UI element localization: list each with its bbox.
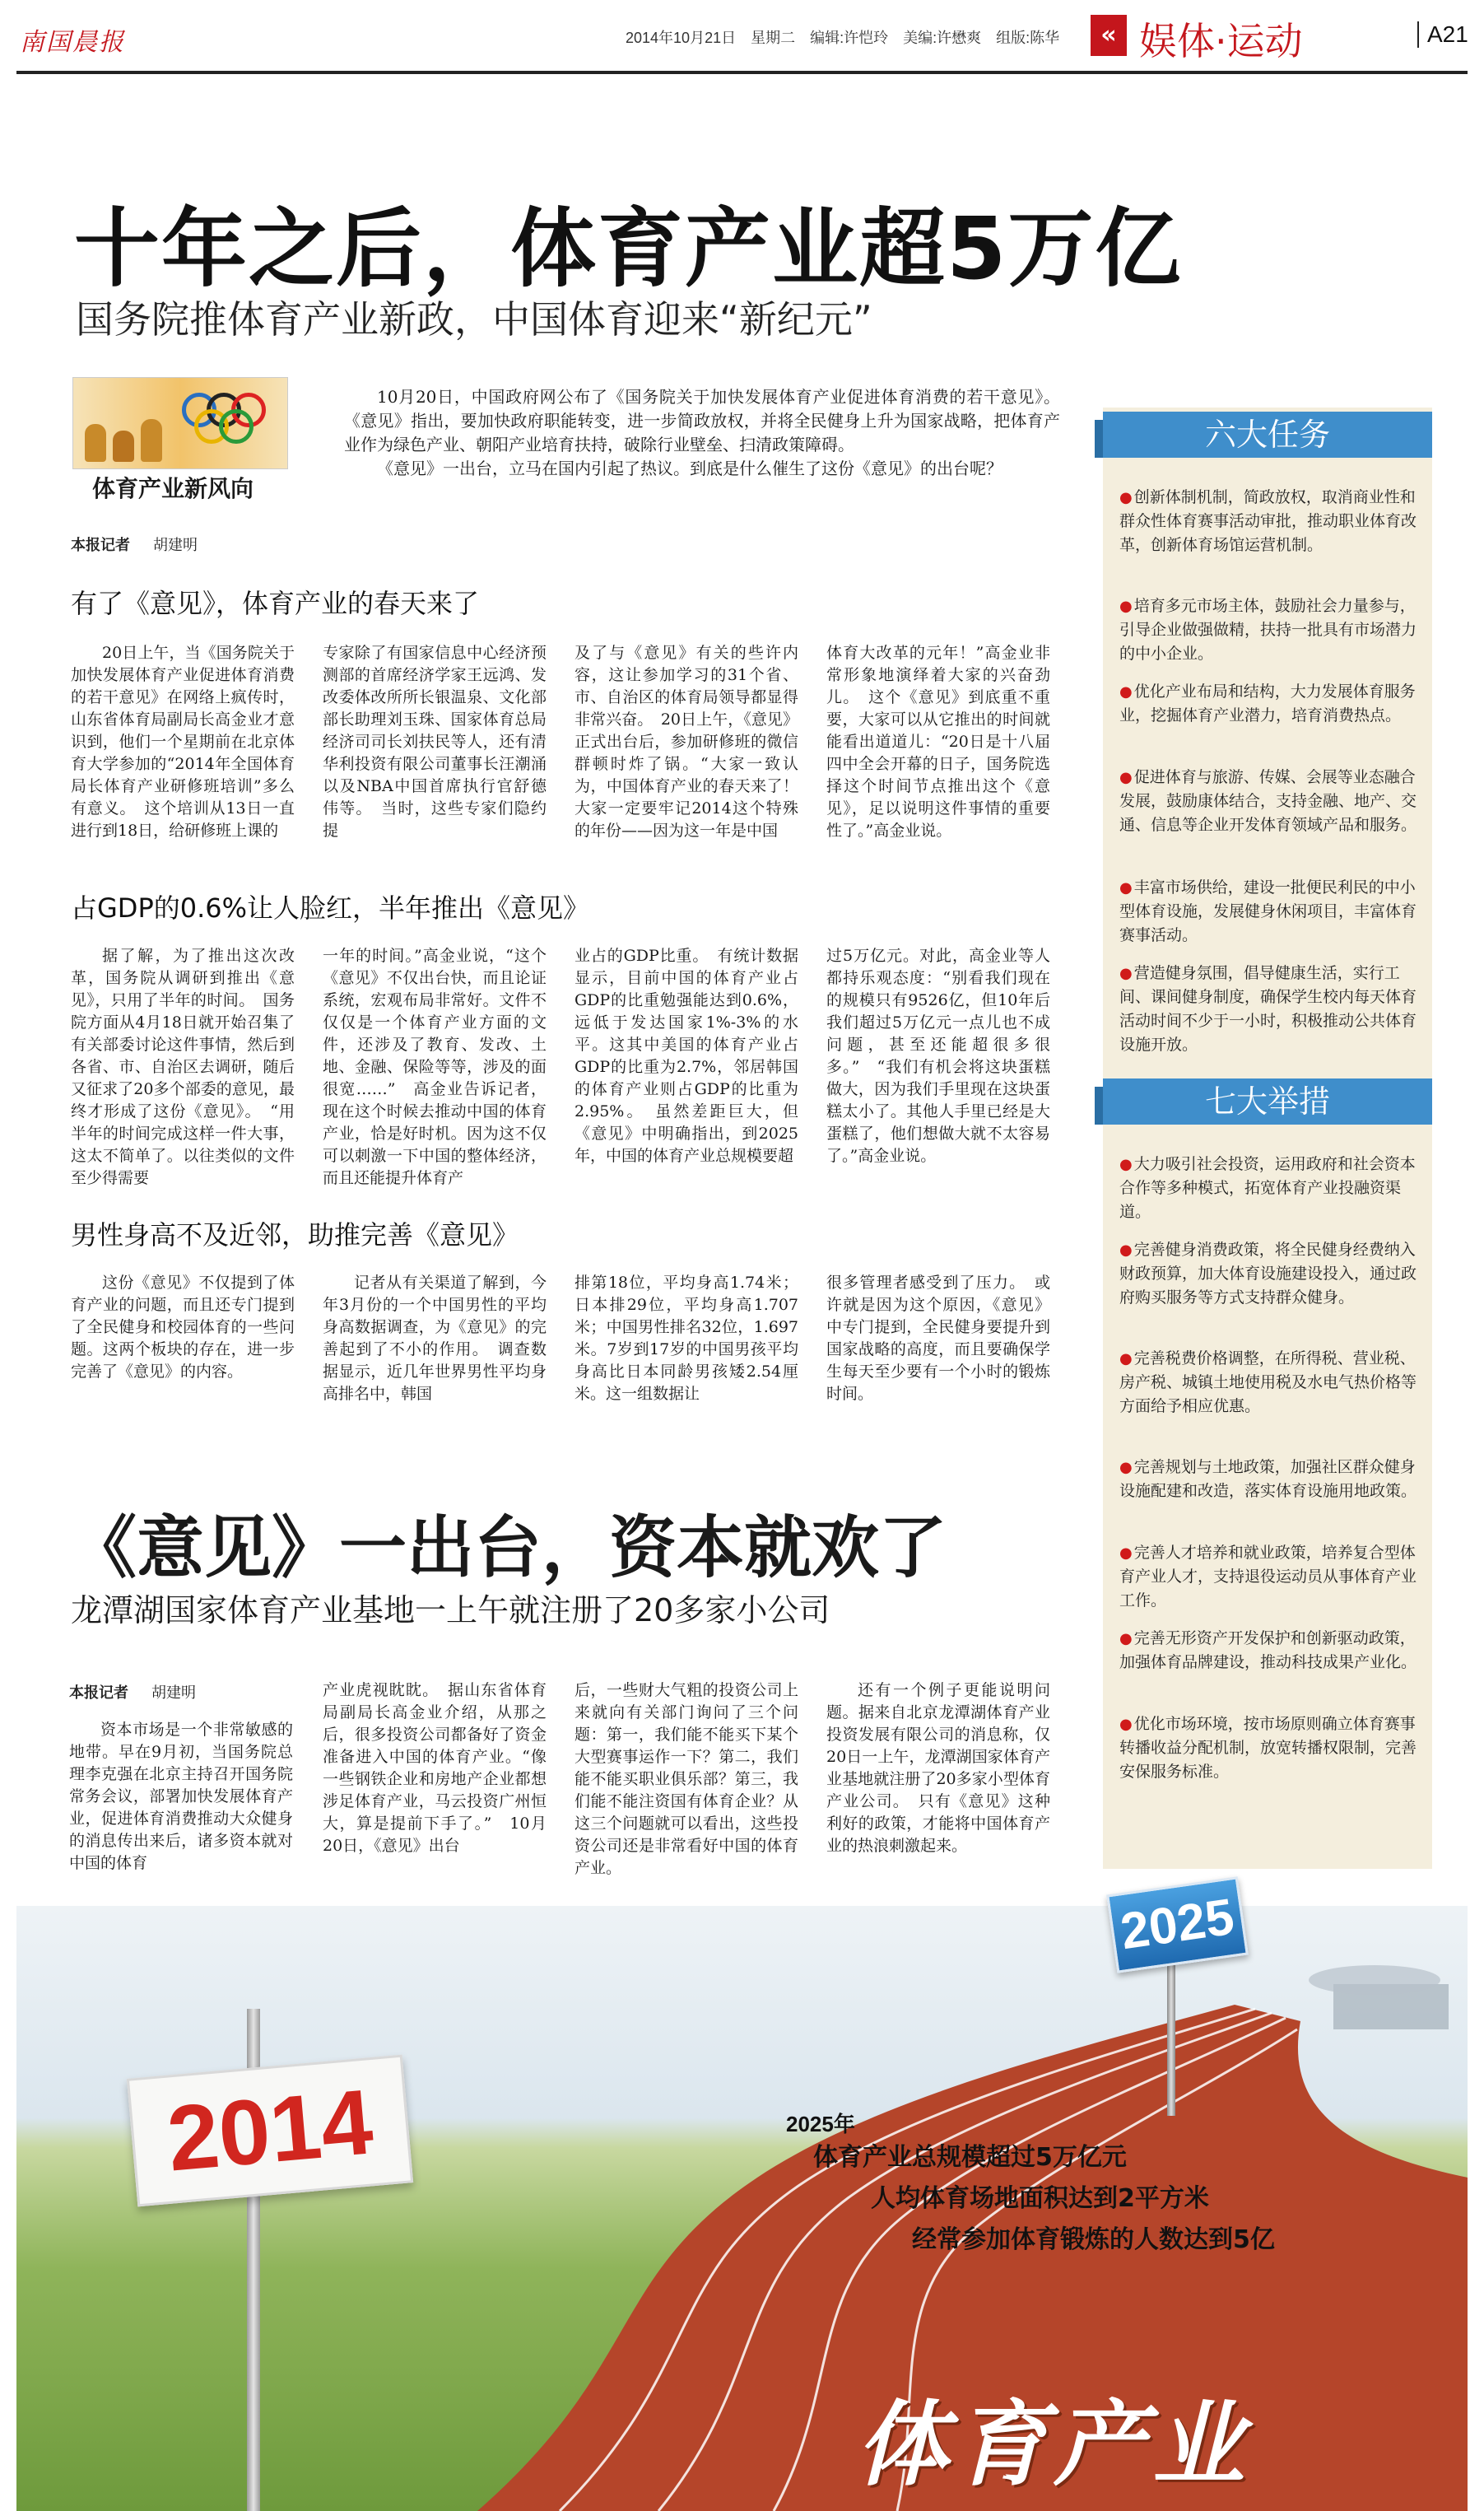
paragraph: 20日上午，当《国务院关于加快发展体育产业促进体育消费的若干意见》在网络上疯传时，山东省体育局副局长高金业才意识到，他们一个星期前在北京体育大学参加的“2014年全国体育局长体育产业研修班培训”多么有意义。 这个培训从13日一直进行到18日，给研修班上课的: [71, 644, 295, 840]
sign-2014-label: 2014: [163, 2070, 377, 2191]
section3-col2: [323, 1272, 547, 1478]
section3-heading: 男性身高不及近邻，助推完善《意见》: [71, 1219, 519, 1251]
bullet-dot-icon: ●: [1119, 489, 1133, 506]
measure-text: 完善健身消费政策，将全民健身经费纳入财政预算，加大体育设施建设投入，通过政府购买服务等方式支持群众健身。: [1119, 1241, 1417, 1307]
bullet-dot-icon: ●: [1119, 598, 1133, 615]
thumbnail-caption: 体育产业新风向: [92, 475, 254, 502]
bullet-dot-icon: ●: [1119, 769, 1133, 786]
paragraph: 过5万亿元。对此，高金业等人都持乐观态度：“别看我们现在的规模只有9526亿，但10年后我们超过5万亿元一点儿也不成问题，甚至还能超很多很多。” “我们有机会将这块蛋糕做大，因为我们手里现在这块蛋糕太小了。其他人手里已经是大蛋糕了，他们想做大就不太容易了。”高金业说。: [826, 947, 1050, 1165]
target-stat-3: 经常参加体育锻炼的人数达到5亿: [912, 2225, 1275, 2254]
section2-col3: [575, 945, 798, 1217]
section2-col4: [826, 945, 1050, 1217]
section3-col1: [71, 1272, 295, 1478]
paragraph: 专家除了有国家信息中心经济预测部的首席经济学家王远鸿、发改委体改所所长银温泉、文化部部长助理刘玉珠、国家体育总局经济司司长刘扶民等人，还有清华利投资有限公司董事长汪潮涌以及NBA中国首席执行官舒德伟等。 当时，这些专家们隐约提: [323, 644, 547, 840]
task-text: 创新体制机制，简政放权，取消商业性和群众性体育赛事活动审批，推动职业体育改革，创新体育场馆运营机制。: [1119, 488, 1417, 554]
paragraph: 记者从有关渠道了解到，今年3月份的一个中国男性的平均身高数据调查，为《意见》的完善起到了不小的作用。 调查数据显示，近几年世界男性平均身高排名中，韩国: [323, 1274, 547, 1403]
bullet-dot-icon: ●: [1119, 1716, 1133, 1733]
task-item: [1119, 876, 1424, 948]
sports-industry-wordmark: 体育产业: [856, 2392, 1251, 2499]
article2-col1: [69, 1719, 293, 1900]
bullet-dot-icon: ●: [1119, 1630, 1133, 1647]
paragraph: 体育大改革的元年！”高金业非常形象地演绎着大家的兴奋劲儿。 这个《意见》到底重不重要，大家可以从它推出的时间就能看出道道儿：“20日是十八届四中全会开幕的日子，国务院选择这个时间节点推出这个《意见》，足以说明这件事情的重要性了。”高金业说。: [826, 644, 1050, 840]
task-item: [1119, 594, 1424, 666]
sidebar-title-measures: 七大举措: [1103, 1078, 1432, 1125]
measure-text: 完善人才培养和就业政策，培养复合型体育产业人才，支持退役运动员从事体育产业工作。: [1119, 1544, 1417, 1610]
section1-col4: [826, 642, 1050, 889]
sign-2014: [127, 2055, 413, 2207]
measure-item: [1119, 1347, 1424, 1419]
section-arrow-icon: «: [1091, 15, 1127, 56]
section2-heading: 占GDP的0.6%让人脸红，半年推出《意见》: [71, 892, 590, 924]
section1-col3: [575, 642, 798, 889]
section-title: 娱体·运动: [1139, 19, 1303, 63]
task-item: [1119, 680, 1424, 728]
measure-text: 大力吸引社会投资，运用政府和社会资本合作等多种模式，拓宽体育产业投融资渠道。: [1119, 1155, 1416, 1221]
bullet-dot-icon: ●: [1119, 879, 1133, 897]
task-text: 丰富市场供给，建设一批便民利民的中小型体育设施，发展健身休闲项目，丰富体育赛事活动。: [1119, 878, 1417, 944]
measure-text: 完善无形资产开发保护和创新驱动政策，加强体育品牌建设，推动科技成果产业化。: [1119, 1629, 1417, 1671]
article1-byline: [71, 533, 198, 555]
task-item: [1119, 962, 1424, 1057]
task-text: 营造健身氛围，倡导健康生活，实行工间、课间健身制度，确保学生校内每天体育活动时间不少于一小时，积极推动公共体育设施开放。: [1119, 964, 1417, 1054]
section3-col3: [575, 1272, 798, 1478]
paragraph: 后，一些财大气粗的投资公司上来就向有关部门询问了三个问题：第一，我们能不能买下某个大型赛事运作一下？第二，我们能不能买职业俱乐部？第三，我们能不能注资国有体育企业？从这三个问题就可以看出，这些投资公司还是非常看好中国的体育产业。: [575, 1681, 798, 1877]
target-stat-2: 人均体育场地面积达到2平方米: [871, 2184, 1209, 2213]
paragraph: 一年的时间。”高金业说，“这个《意见》不仅出台快，而且论证系统，宏观布局非常好。文件不仅仅是一个体育产业方面的文件，还涉及了教育、发改、土地、金融、保险等等，涉及的面很宽……” 高金业告诉记者，现在这个时候去推动中国的体育产业，恰是好时机。因为这不仅可以刺激一下中国的整体经济，而且还能提升体育产: [323, 947, 547, 1187]
task-item: [1119, 486, 1424, 557]
measure-text: 完善税费价格调整，在所得税、营业税、房产税、城镇土地使用税及水电气热价格等方面给予相应优惠。: [1119, 1349, 1417, 1415]
section1-heading: 有了《意见》，体育产业的春天来了: [71, 588, 480, 619]
section1-col2: [323, 642, 547, 889]
task-text: 培育多元市场主体，鼓励社会力量参与，引导企业做强做精，扶持一批具有市场潜力的中小企业。: [1119, 597, 1417, 663]
sidebar-title-tasks: 六大任务: [1103, 412, 1432, 458]
bullet-dot-icon: ●: [1119, 1350, 1133, 1367]
lead-paragraph: 《意见》一出台，立马在国内引起了热议。到底是什么催生了这份《意见》的出台呢？: [377, 459, 1003, 478]
bullet-dot-icon: ●: [1119, 1156, 1133, 1173]
measure-item: [1119, 1153, 1424, 1224]
article1-subhead: 国务院推体育产业新政，中国体育迎来“新纪元”: [76, 297, 872, 342]
lead-paragraph: 10月20日，中国政府网公布了《国务院关于加快发展体育产业促进体育消费的若干意见》。《意见》指出，要加快政府职能转变，进一步简政放权，并将全民健身上升为国家战略，把体育产业作为绿色产业、朝阳产业培育扶持，破除行业壁垒、扫清政策障碍。: [344, 387, 1060, 454]
task-item: [1119, 766, 1424, 837]
paragraph: 业占的GDP比重。 有统计数据显示，目前中国的体育产业占GDP的比重勉强能达到0.6%，远低于发达国家1%-3%的水平。这其中美国的体育产业占GDP的比重为2.7%，邻居韩国的体育产业则占GDP的比重为2.95%。 虽然差距巨大，但《意见》中明确指出，到2025年，中国的体育产业总规模要超: [575, 947, 798, 1165]
sign-2025-label: 2025: [1117, 1888, 1238, 1961]
byline-name: 胡建明: [151, 1684, 196, 1701]
header-info: 2014年10月21日 星期二 编辑:许恺玲 美编:许懋爽 组版:陈华: [626, 30, 1060, 46]
byline-name: 胡建明: [153, 537, 198, 553]
byline-label: 本报记者: [71, 537, 130, 553]
measure-item: [1119, 1456, 1424, 1503]
paragraph: 还有一个例子更能说明问题。据来自北京龙潭湖体育产业投资发展有限公司的消息称，仅20日一上午，龙潭湖国家体育产业基地就注册了20多家小型体育产业公司。 只有《意见》这种利好的政策，才能将中国体育产业的热浪刺激起来。: [826, 1681, 1050, 1855]
byline-label: 本报记者: [69, 1684, 128, 1701]
header-divider: [16, 71, 1468, 74]
paragraph: 这份《意见》不仅提到了体育产业的问题，而且还专门提到了全民健身和校园体育的一些问题。这两个板块的存在，进一步完善了《意见》的内容。: [71, 1274, 295, 1381]
paragraph: 及了与《意见》有关的些许内容，这让参加学习的31个省、市、自治区的体育局领导都显得非常兴奋。 20日上午，《意见》正式出台后，参加研修班的微信群顿时炸了锅。“大家一致认为，中国体育产业的春天来了！大家一定要牢记2014这个特殊的年份——因为这一年是中国: [575, 644, 798, 840]
task-text: 促进体育与旅游、传媒、会展等业态融合发展，鼓励康体结合，支持金融、地产、交通、信息等企业开发体育领域产品和服务。: [1119, 768, 1417, 834]
paragraph: 很多管理者感受到了压力。 或许就是因为这个原因，《意见》中专门提到，全民健身要提升到国家战略的高度，而且要确保学生每天至少要有一个小时的锻炼时间。: [826, 1274, 1050, 1403]
task-text: 优化产业布局和结构，大力发展体育服务业，挖掘体育产业潜力，培育消费热点。: [1119, 682, 1416, 724]
article2-col4: [826, 1679, 1050, 1900]
target-year-label: 2025年: [786, 2112, 855, 2136]
article1-lead: [344, 385, 1060, 481]
section2-col2: [323, 945, 547, 1217]
paragraph: 排第18位，平均身高1.74米；日本排29位，平均身高1.707米；中国男性排名32位，1.697米。7岁到17岁的中国男孩平均身高比日本同龄男孩矮2.54厘米。这一组数据让: [575, 1274, 798, 1403]
article2-col2: [323, 1679, 547, 1900]
thumbnail-image: [72, 377, 288, 469]
paragraph: 资本市场是一个非常敏感的地带。早在9月初，当国务院总理李克强在北京主持召开国务院常务会议，部署加快发展体育产业，促进体育消费推动大众健身的消息传出来后，诸多资本就对中国的体育: [69, 1721, 293, 1872]
measure-item: [1119, 1712, 1424, 1784]
measure-item: [1119, 1238, 1424, 1310]
masthead-logo: 南国晨报: [20, 28, 125, 57]
article2-byline: [69, 1681, 196, 1703]
article1-headline: 十年之后，体育产业超5万亿: [74, 198, 1183, 299]
article2-col3: [575, 1679, 798, 1900]
target-stat-1: 体育产业总规模超过5万亿元: [813, 2143, 1127, 2172]
bullet-dot-icon: ●: [1119, 1544, 1133, 1562]
measure-item: [1119, 1541, 1424, 1613]
paragraph: 产业虎视眈眈。 据山东省体育局副局长高金业介绍，从那之后，很多投资公司都备好了资金准备进入中国的体育产业。“像一些钢铁企业和房地产企业都想涉足体育产业，马云投资广州恒大，算是提前下手了。” 10月20日，《意见》出台: [323, 1681, 547, 1855]
bullet-dot-icon: ●: [1119, 683, 1133, 701]
measure-text: 优化市场环境，按市场原则确立体育赛事转播收益分配机制，放宽转播权限制，完善安保服务标准。: [1119, 1715, 1417, 1781]
measure-item: [1119, 1627, 1424, 1675]
paragraph: 据了解，为了推出这次改革，国务院从调研到推出《意见》，只用了半年的时间。 国务院方面从4月18日就开始召集了有关部委讨论这件事情，然后到各省、市、自治区去调研，随后又征求了20多个部委的意见，最终才形成了这份《意见》。 “用半年的时间完成这样一件大事，这太不简单了。以往类似的文件至少得需要: [71, 947, 295, 1187]
measure-text: 完善规划与土地政策，加强社区群众健身设施配建和改造，落实体育设施用地政策。: [1119, 1458, 1417, 1500]
page-number: A21: [1417, 21, 1468, 48]
bullet-dot-icon: ●: [1119, 1242, 1133, 1259]
section3-col4: [826, 1272, 1050, 1478]
bullet-dot-icon: ●: [1119, 1459, 1133, 1476]
article2-subhead: 龙潭湖国家体育产业基地一上午就注册了20多家小公司: [71, 1592, 830, 1628]
section1-col1: [71, 642, 295, 889]
article2-headline: 《意见》一出台，资本就欢了: [69, 1509, 947, 1587]
section2-col1: [71, 945, 295, 1217]
bullet-dot-icon: ●: [1119, 965, 1133, 982]
